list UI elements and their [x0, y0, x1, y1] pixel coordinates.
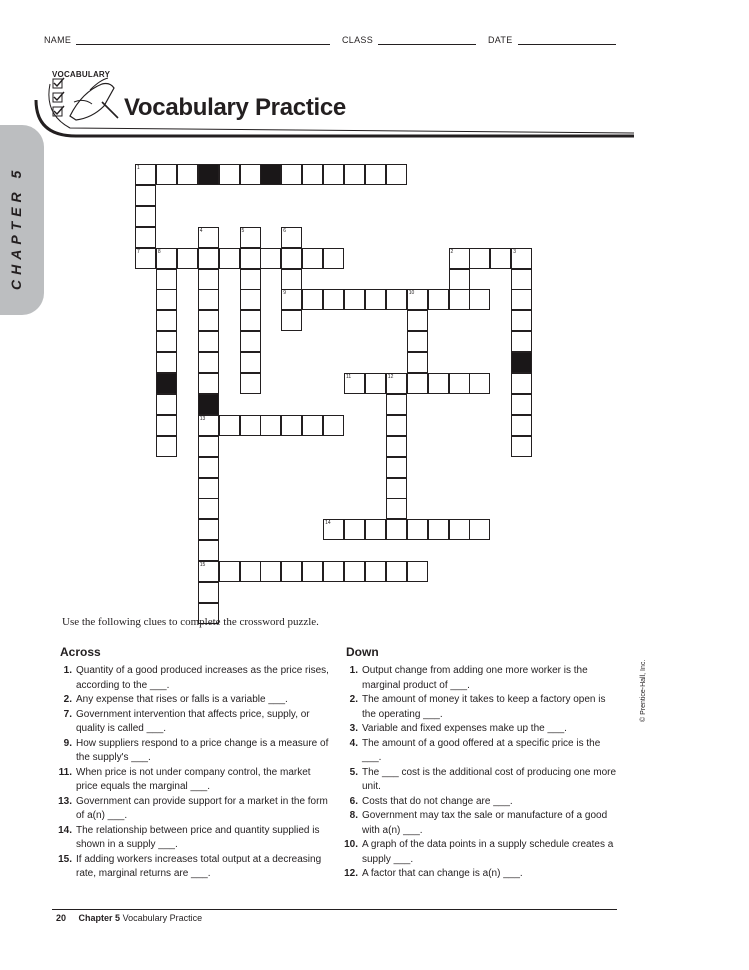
crossword-cell[interactable] — [177, 164, 198, 185]
crossword-cell[interactable] — [428, 289, 449, 310]
crossword-cell[interactable] — [240, 352, 261, 373]
crossword-cell[interactable] — [156, 289, 177, 310]
crossword-cell[interactable] — [386, 519, 407, 540]
crossword-cell[interactable] — [156, 310, 177, 331]
page-number: 20 — [56, 913, 67, 923]
crossword-cell[interactable] — [281, 248, 302, 269]
name-field[interactable] — [76, 44, 330, 45]
crossword-cell[interactable] — [240, 269, 261, 290]
crossword-cell[interactable] — [198, 540, 219, 561]
crossword-cell[interactable] — [219, 561, 240, 582]
clue-number: 5 — [241, 227, 245, 234]
crossword-cell[interactable] — [449, 519, 470, 540]
across-heading: Across — [60, 645, 101, 659]
crossword-block — [260, 164, 281, 185]
down-clue: 6. Costs that do not change are ___. — [349, 795, 513, 807]
crossword-cell[interactable] — [198, 227, 219, 248]
chapter-tab-label: CHAPTER 5 — [8, 165, 24, 290]
down-clue: 10. A graph of the data points in a supply schedule creates a supply ___. — [344, 839, 614, 865]
crossword-cell[interactable] — [198, 269, 219, 290]
crossword-cell[interactable] — [135, 227, 156, 248]
across-clue: 9. How suppliers respond to a price change is a measure of the supply's ___. — [63, 737, 329, 763]
clue-number: 3 — [513, 248, 516, 255]
crossword-cell[interactable] — [386, 498, 407, 519]
crossword-cell[interactable] — [407, 519, 428, 540]
across-clue: 11. When price is not under company control, the market price equals the marginal ___. — [58, 766, 311, 792]
crossword-cell[interactable] — [407, 352, 428, 373]
crossword-cell[interactable] — [198, 352, 219, 373]
down-clue: 1. Output change from adding one more worker is the marginal product of ___. — [349, 665, 588, 691]
crossword-cell[interactable] — [323, 415, 344, 436]
crossword-cell[interactable] — [407, 561, 428, 582]
crossword-cell[interactable] — [260, 415, 281, 436]
crossword-cell[interactable] — [240, 331, 261, 352]
across-clues — [56, 664, 332, 882]
crossword-cell[interactable] — [302, 164, 323, 185]
crossword-cell[interactable] — [156, 331, 177, 352]
crossword-cell[interactable] — [240, 289, 261, 310]
clue-number: 6 — [283, 227, 287, 234]
crossword-cell[interactable] — [198, 498, 219, 519]
writing-hand-icon — [70, 78, 118, 120]
footer — [56, 913, 202, 923]
crossword-cell[interactable] — [428, 373, 449, 394]
crossword-cell[interactable] — [386, 436, 407, 457]
crossword-cell[interactable] — [281, 310, 302, 331]
crossword-cell[interactable] — [198, 310, 219, 331]
down-clue: 12. A factor that can change is a(n) ___. — [344, 868, 523, 879]
class-field[interactable] — [378, 44, 476, 45]
clue-number: 12 — [387, 374, 394, 380]
crossword-cell[interactable] — [281, 289, 302, 310]
crossword-cell[interactable] — [198, 519, 219, 540]
crossword-cell[interactable] — [407, 373, 428, 394]
crossword-cell[interactable] — [511, 373, 532, 394]
crossword-cell[interactable] — [156, 436, 177, 457]
crossword-cell[interactable] — [302, 248, 323, 269]
crossword-cell[interactable] — [302, 561, 323, 582]
crossword-cell[interactable] — [511, 394, 532, 415]
down-clue: 8. Government may tax the sale or manufacture of a good with a(n) ___. — [349, 810, 608, 836]
crossword-cell[interactable] — [281, 269, 302, 290]
footer-rule — [52, 909, 617, 910]
crossword-block — [511, 352, 532, 373]
crossword-cell[interactable] — [365, 164, 386, 185]
crossword-cell[interactable] — [386, 289, 407, 310]
crossword-cell[interactable] — [407, 310, 428, 331]
checklist-icon — [53, 78, 64, 116]
across-clue: 1. Quantity of a good produced increases as the price rises, according to the ___. — [63, 665, 329, 691]
instructions: Use the following clues to complete the crossword puzzle. — [62, 616, 319, 628]
down-clue: 4. The amount of a good offered at a specific price is the ___. — [349, 737, 601, 763]
across-clue: 13. Government can provide support for a market in the form of a(n) ___. — [58, 795, 328, 821]
clue-number: 1 — [137, 165, 140, 171]
crossword-cell[interactable] — [365, 373, 386, 394]
crossword-cell[interactable] — [198, 248, 219, 269]
crossword-cell[interactable] — [469, 519, 490, 540]
crossword-cell[interactable] — [302, 289, 323, 310]
clue-number: 9 — [283, 290, 287, 297]
clue-number: 14 — [325, 520, 331, 527]
crossword-cell[interactable] — [281, 227, 302, 248]
crossword-cell[interactable] — [344, 164, 365, 185]
crossword-cell[interactable] — [156, 415, 177, 436]
crossword-cell[interactable] — [344, 289, 365, 310]
footer-section: Vocabulary Practice — [122, 913, 203, 923]
crossword-cell[interactable] — [449, 269, 470, 290]
across-clue: 14. The relationship between price and quantity supplied is shown in a supply ___. — [58, 824, 320, 850]
crossword-cell[interactable] — [511, 289, 532, 310]
crossword-cell[interactable] — [135, 164, 156, 185]
crossword-cell[interactable] — [240, 561, 261, 582]
crossword-block — [198, 394, 219, 415]
down-clue: 5. The ___ cost is the additional cost of producing one more unit. — [349, 766, 617, 792]
crossword-cell[interactable] — [156, 394, 177, 415]
crossword-cell[interactable] — [469, 373, 490, 394]
crossword-cell[interactable] — [469, 289, 490, 310]
crossword-cell[interactable] — [240, 373, 261, 394]
crossword-cell[interactable] — [386, 164, 407, 185]
crossword-cell[interactable] — [323, 289, 344, 310]
crossword-cell[interactable] — [511, 331, 532, 352]
crossword-cell[interactable] — [428, 519, 449, 540]
crossword-cell[interactable] — [198, 331, 219, 352]
page-title: Vocabulary Practice — [124, 94, 346, 121]
clue-number: 13 — [199, 415, 206, 422]
crossword-block — [156, 373, 177, 394]
crossword-cell[interactable] — [365, 519, 386, 540]
crossword-cell[interactable] — [386, 457, 407, 478]
crossword-cell[interactable] — [386, 373, 407, 394]
down-clue: 3. Variable and fixed expenses make up the ___. — [349, 723, 567, 734]
crossword-cell[interactable] — [323, 561, 344, 582]
crossword-cell[interactable] — [156, 248, 177, 269]
crossword-cell[interactable] — [198, 457, 219, 478]
crossword-cell[interactable] — [240, 310, 261, 331]
crossword-cell[interactable] — [198, 415, 219, 436]
crossword-cell[interactable] — [449, 248, 470, 269]
crossword-cell[interactable] — [156, 352, 177, 373]
crossword-cell[interactable] — [219, 164, 240, 185]
crossword-cell[interactable] — [260, 561, 281, 582]
crossword-cell[interactable] — [365, 289, 386, 310]
crossword-cell[interactable] — [511, 248, 532, 269]
name-label: NAME — [44, 35, 72, 45]
crossword-cell[interactable] — [240, 164, 261, 185]
footer-chapter: Chapter 5 — [78, 913, 121, 923]
crossword-cell[interactable] — [198, 561, 219, 582]
crossword-cell[interactable] — [281, 561, 302, 582]
vocabulary-badge-label: VOCABULARY — [52, 70, 111, 79]
crossword-cell[interactable] — [198, 582, 219, 603]
crossword-cell[interactable] — [386, 561, 407, 582]
crossword-cell[interactable] — [260, 248, 281, 269]
crossword-cell[interactable] — [302, 415, 323, 436]
crossword-cell[interactable] — [156, 164, 177, 185]
crossword-cell[interactable] — [469, 248, 490, 269]
crossword-cell[interactable] — [344, 373, 365, 394]
crossword-cell[interactable] — [344, 561, 365, 582]
crossword-cell[interactable] — [135, 206, 156, 227]
down-clue: 2. The amount of money it takes to keep a factory open is the operating ___. — [349, 694, 606, 720]
crossword-cell[interactable] — [198, 373, 219, 394]
crossword-cell[interactable] — [135, 248, 156, 269]
crossword-cell[interactable] — [177, 248, 198, 269]
date-field[interactable] — [518, 44, 616, 45]
clue-number: 2 — [450, 248, 454, 255]
clue-number: 11 — [346, 374, 352, 380]
crossword-cell[interactable] — [511, 436, 532, 457]
crossword-cell[interactable] — [407, 289, 428, 310]
clue-number: 4 — [199, 227, 203, 234]
crossword-cell[interactable] — [323, 519, 344, 540]
copyright-notice: © Prentice-Hall, Inc. — [640, 659, 647, 722]
crossword-cell[interactable] — [386, 415, 407, 436]
crossword-cell[interactable] — [240, 227, 261, 248]
crossword-cell[interactable] — [281, 415, 302, 436]
clue-number: 7 — [137, 248, 140, 255]
crossword-cell[interactable] — [156, 269, 177, 290]
crossword-cell[interactable] — [511, 310, 532, 331]
crossword-cell[interactable] — [219, 415, 240, 436]
crossword-cell[interactable] — [198, 478, 219, 499]
clue-number: 10 — [408, 290, 415, 297]
crossword-cell[interactable] — [407, 331, 428, 352]
crossword-cell[interactable] — [240, 248, 261, 269]
date-label: DATE — [488, 35, 513, 45]
crossword-cell[interactable] — [386, 478, 407, 499]
across-clue: 7. Government intervention that affects price, supply, or quality is called ___. — [63, 708, 310, 734]
crossword-cell[interactable] — [198, 436, 219, 457]
crossword-cell[interactable] — [449, 373, 470, 394]
across-clue: 15. If adding workers increases total output at a decreasing rate, marginal returns are ___. — [58, 853, 322, 879]
crossword-cell[interactable] — [490, 248, 511, 269]
crossword-cell[interactable] — [240, 415, 261, 436]
crossword-cell[interactable] — [323, 248, 344, 269]
crossword-cell[interactable] — [281, 164, 302, 185]
crossword-block — [198, 164, 219, 185]
crossword-cell[interactable] — [219, 248, 240, 269]
crossword-cell[interactable] — [323, 164, 344, 185]
crossword-cell[interactable] — [135, 185, 156, 206]
clue-number: 8 — [157, 248, 161, 255]
crossword-cell[interactable] — [365, 561, 386, 582]
crossword-cell[interactable] — [386, 394, 407, 415]
down-clues — [342, 664, 618, 882]
crossword-cell[interactable] — [344, 519, 365, 540]
clue-number: 15 — [199, 562, 206, 569]
across-clue: 2. Any expense that rises or falls is a variable ___. — [63, 694, 288, 705]
crossword-cell[interactable] — [449, 289, 470, 310]
down-heading: Down — [346, 645, 379, 659]
crossword-cell[interactable] — [198, 289, 219, 310]
crossword-cell[interactable] — [511, 269, 532, 290]
class-label: CLASS — [342, 35, 374, 45]
crossword-cell[interactable] — [511, 415, 532, 436]
